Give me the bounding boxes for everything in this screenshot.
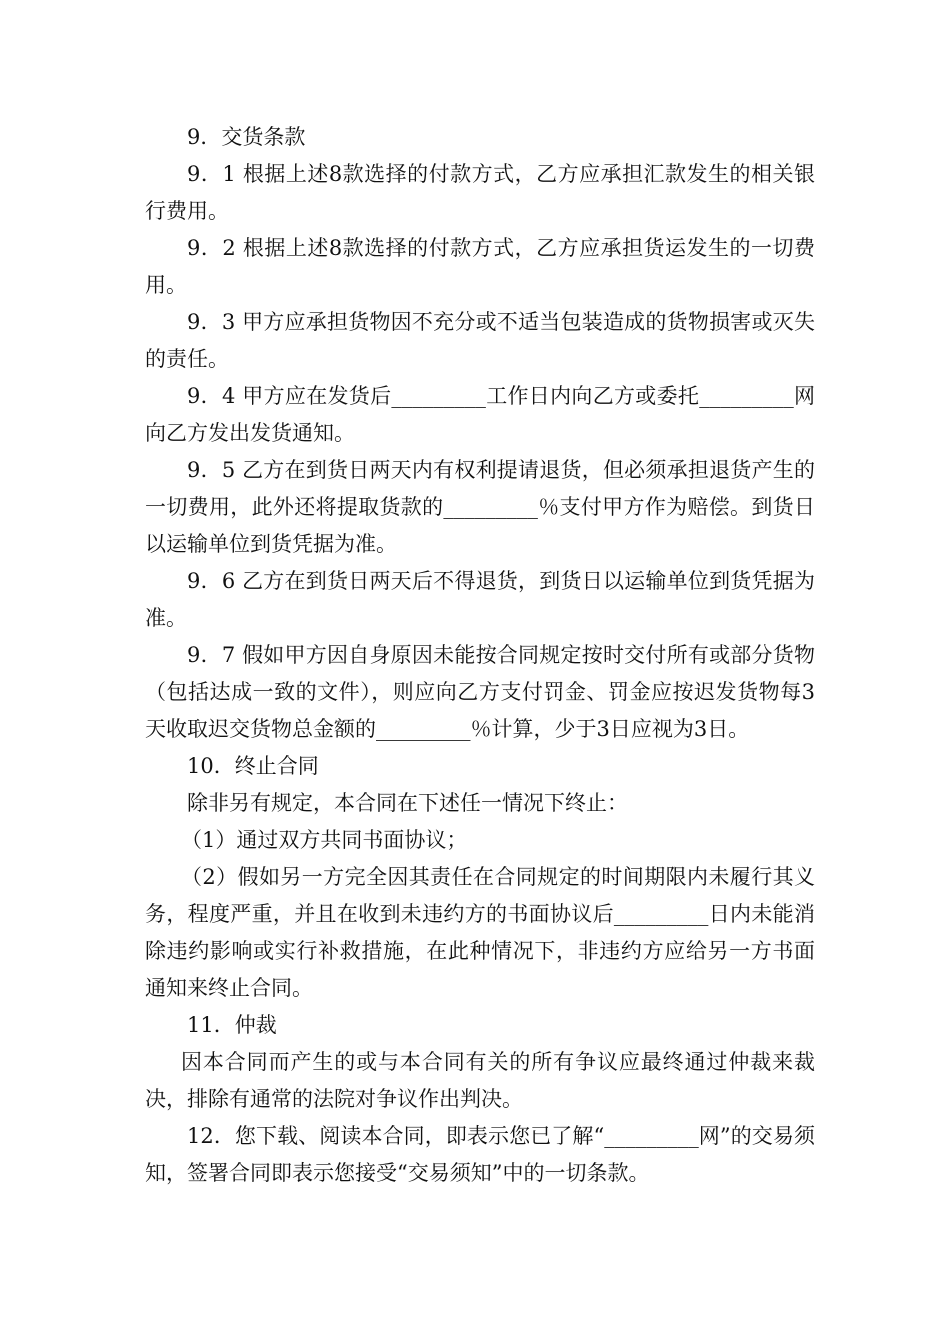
section-9-heading: 9．交货条款 [187,125,306,149]
clause-9-3: 9．3 甲方应承担货物因不充分或不适当包装造成的货物损害或灭失的责任。 [145,310,815,371]
termination-intro: 除非另有规定，本合同在下述任一情况下终止： [187,791,628,815]
section-11-heading: 11．仲裁 [187,1013,277,1037]
section-12-text: 12．您下载、阅读本合同，即表示您已了解“_________网”的交易须知，签署合同即表示您接受“交易须知”中的一切条款。 [145,1124,815,1185]
clause-9-7: 9．7 假如甲方因自身原因未能按合同规定按时交付所有或部分货物（包括达成一致的文件），则应向乙方支付罚金、罚金应按迟发货物每3天收取迟交货物总金额的_________％计算，少于3日应视为3日。 [145,643,815,741]
clause-9-4: 9．4 甲方应在发货后_________工作日内向乙方或委托_________网向乙方发出发货通知。 [145,384,815,445]
termination-item-2: （2）假如另一方完全因其责任在合同规定的时间期限内未履行其义务，程度严重，并且在收到未违约方的书面协议后_________日内未能消除违约影响或实行补救措施，在此种情况下，非违约方应给另一方书面通知来终止合同。 [145,865,815,1000]
arbitration-text: 因本合同而产生的或与本合同有关的所有争议应最终通过仲裁来裁决，排除有通常的法院对争议作出判决。 [145,1050,815,1111]
clause-9-1: 9．1 根据上述8款选择的付款方式，乙方应承担汇款发生的相关银行费用。 [145,162,815,223]
clause-9-2: 9．2 根据上述8款选择的付款方式，乙方应承担货运发生的一切费用。 [145,236,815,297]
clause-9-6: 9．6 乙方在到货日两天后不得退货，到货日以运输单位到货凭据为准。 [145,569,815,630]
clause-9-5: 9．5 乙方在到货日两天内有权利提请退货，但必须承担退货产生的一切费用，此外还将提取货款的_________％支付甲方作为赔偿。到货日以运输单位到货凭据为准。 [145,458,815,556]
section-10-heading: 10．终止合同 [187,754,319,778]
termination-item-1: （1）通过双方共同书面协议； [181,828,468,852]
contract-body [145,119,815,1192]
